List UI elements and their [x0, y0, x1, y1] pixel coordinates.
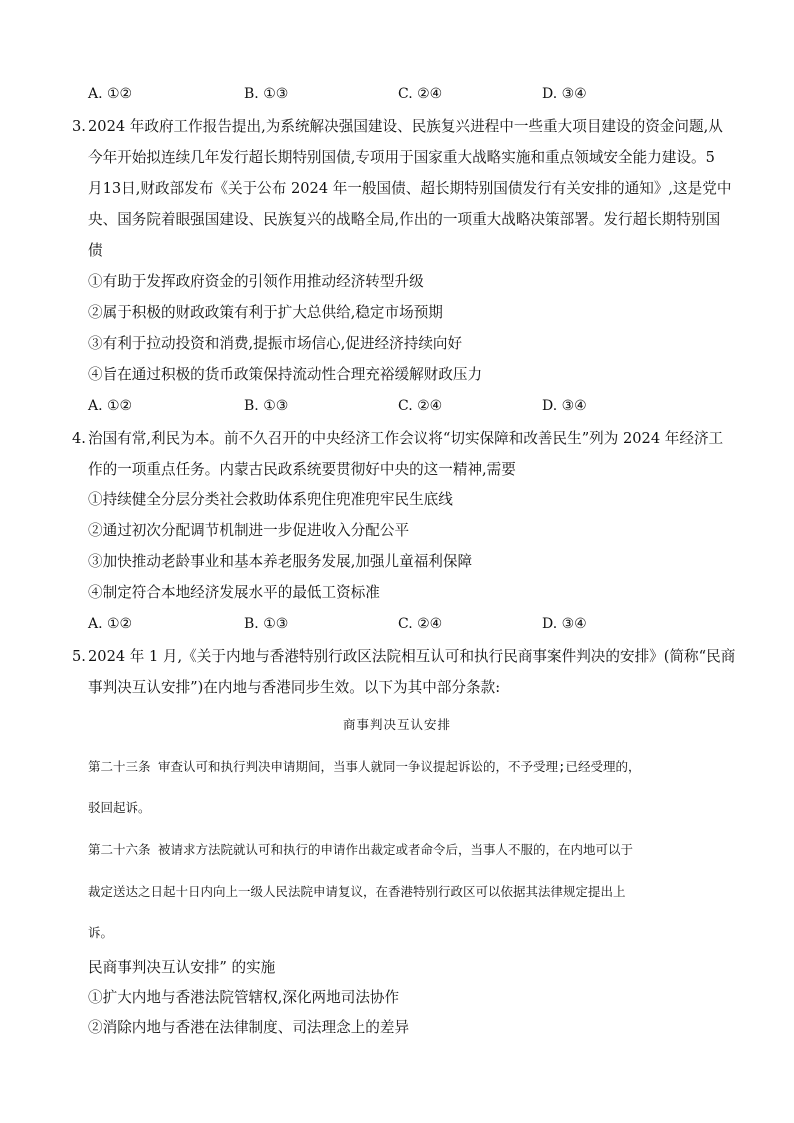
- q5-item: ②消除内地与香港在法律制度、司法理念上的差异: [88, 1019, 410, 1036]
- option-a: A. ①②: [88, 616, 133, 632]
- option-b: B. ①③: [244, 616, 289, 632]
- excerpt-line: 驳回起诉。: [88, 800, 151, 815]
- q4-line: 作的一项重点任务。内蒙古民政系统要贯彻好中央的这一精神,需要: [88, 461, 516, 478]
- q3-item: ④旨在通过积极的货币政策保持流动性合理充裕缓解财政压力: [88, 366, 483, 383]
- q5-number: 5.: [72, 648, 86, 665]
- option-d: D. ③④: [542, 86, 587, 102]
- q4-number: 4.: [72, 430, 86, 447]
- q5-tail: 民商事判决互认安排” 的实施: [88, 959, 276, 976]
- option-a: A. ①②: [88, 86, 133, 102]
- option-b: B. ①③: [244, 86, 289, 102]
- option-c: C. ②④: [398, 616, 443, 632]
- option-a: A. ①②: [88, 398, 133, 414]
- q3-item: ②属于积极的财政政策有利于扩大总供给,稳定市场预期: [88, 304, 443, 321]
- q2-options: [88, 86, 708, 106]
- option-d: D. ③④: [542, 398, 587, 414]
- q3-line: 央、国务院着眼强国建设、民族复兴的战略全局,作出的一项重大战略决策部署。发行超长期特别国: [88, 211, 721, 228]
- q4-options: [88, 616, 708, 636]
- q5-line: 2024 年 1 月,《关于内地与香港特别行政区法院相互认可和执行民商事案件判决的安排》(简称“民商: [88, 648, 736, 665]
- q3-options: [88, 398, 708, 418]
- q4-line: 治国有常,利民为本。前不久召开的中央经济工作会议将“切实保障和改善民生”列为 2024 年经济工: [88, 430, 724, 447]
- option-c: C. ②④: [398, 86, 443, 102]
- excerpt-line: 裁定送达之日起十日内向上一级人民法院申请复议，在香港特别行政区可以依据其法律规定提出上: [88, 884, 626, 899]
- q4-item: ②通过初次分配调节机制进一步促进收入分配公平: [88, 522, 410, 539]
- excerpt-line: 第二十六条 被请求方法院就认可和执行的申请作出裁定或者命令后，当事人不服的，在内地可以于: [88, 842, 634, 857]
- q3-number: 3.: [72, 118, 86, 135]
- excerpt-line: 第二十三条 审查认可和执行判决申请期间，当事人就同一争议提起诉讼的，不予受理;已经受理的，: [88, 759, 641, 774]
- option-d: D. ③④: [542, 616, 587, 632]
- option-b: B. ①③: [244, 398, 289, 414]
- excerpt-line: 诉。: [88, 925, 114, 940]
- q4-item: ①持续健全分层分类社会救助体系兜住兜准兜牢民生底线: [88, 491, 453, 508]
- q3-item: ①有助于发挥政府资金的引领作用推动经济转型升级: [88, 273, 424, 290]
- q5-item: ①扩大内地与香港法院管辖权,深化两地司法协作: [88, 989, 400, 1006]
- excerpt-title: 商事判决互认安排: [342, 717, 451, 732]
- q3-line: 2024 年政府工作报告提出,为系统解决强国建设、民族复兴进程中一些重大项目建设的资金问题,从: [88, 118, 723, 135]
- q3-line: 债: [88, 242, 103, 259]
- q3-line: 今年开始拟连续几年发行超长期特别国债,专项用于国家重大战略实施和重点领域安全能力建设。5: [88, 149, 715, 166]
- q4-item: ③加快推动老龄事业和基本养老服务发展,加强儿童福利保障: [88, 553, 473, 570]
- q4-item: ④制定符合本地经济发展水平的最低工资标准: [88, 584, 380, 601]
- q5-line: 事判决互认安排”)在内地与香港同步生效。以下为其中部分条款:: [88, 679, 501, 696]
- q3-line: 月13日,财政部发布《关于公布 2024 年一般国债、超长期特别国债发行有关安排的通知》,这是党中: [88, 180, 732, 197]
- option-c: C. ②④: [398, 398, 443, 414]
- q3-item: ③有利于拉动投资和消费,提振市场信心,促进经济持续向好: [88, 335, 463, 352]
